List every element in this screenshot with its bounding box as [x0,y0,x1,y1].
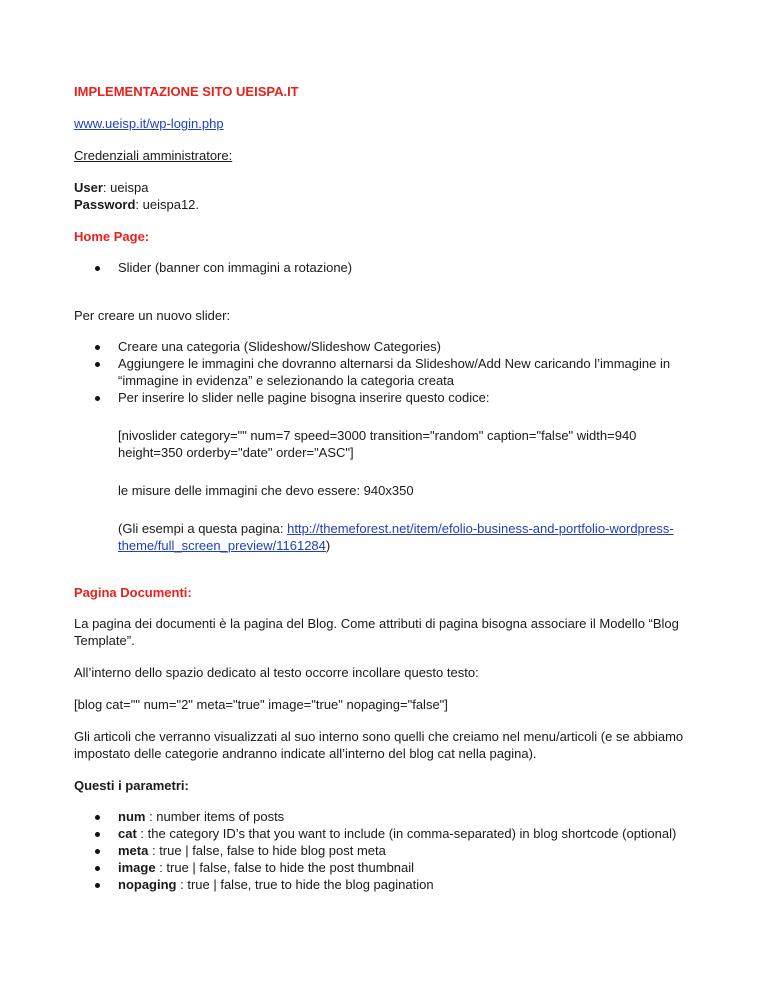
slider-code-line2: height=350 orderby="date" order="ASC"] [118,445,354,460]
password-line [74,196,199,213]
documents-para3-line2: impostato delle categorie andranno indicate all’interno del blog cat nella pagina). [74,746,537,761]
examples-line1 [118,520,674,537]
examples-suffix: ) [325,538,331,553]
bullet-icon [95,266,100,271]
slider-bullet: Slider (banner con immagini a rotazione) [118,260,353,275]
slider-intro: Per creare un nuovo slider: [74,308,231,323]
bullet-icon [95,345,100,350]
password-label: Password [74,197,136,212]
documents-para1-line1: La pagina dei documenti è la pagina del Blog. Come attributi di pagina bisogna associare il Modello “Blog [74,616,679,631]
param-name: meta [118,843,149,858]
user-label: User [74,180,103,195]
param-name: num [118,809,146,824]
documents-para2: All’interno dello spazio dedicato al testo occorre incollare questo testo: [74,665,479,680]
bullet-icon [95,849,100,854]
examples-line2 [118,537,330,554]
documents-para3-line1: Gli articoli che verranno visualizzati al suo interno sono quelli che creiamo nel menu/articoli (e se abbiamo [74,729,684,744]
slider-code-line1: [nivoslider category="" num=7 speed=3000 transition="random" caption="false" width=940 [118,428,637,443]
documents-para1-line2: Template”. [74,633,135,648]
param-item [118,808,284,825]
param-item [118,825,676,842]
param-desc: : number items of posts [145,809,285,824]
param-desc: : true | false, false to hide blog post meta [148,843,386,858]
examples-prefix: (Gli esempi a questa pagina: [118,521,288,536]
param-desc: : true | false, true to hide the blog pagination [176,877,434,892]
home-page-heading: Home Page: [74,229,150,244]
image-measures: le misure delle immagini che devo essere: 940x350 [118,483,414,498]
param-item [118,842,386,859]
param-item [118,859,414,876]
param-name: nopaging [118,877,177,892]
password-value: : ueispa12. [135,197,200,212]
login-link-text[interactable]: www.ueisp.it/wp-login.php [74,116,224,131]
step-item: Creare una categoria (Slideshow/Slideshow Categories) [118,339,442,354]
documents-heading: Pagina Documenti: [74,585,192,600]
param-name: cat [118,826,137,841]
bullet-icon [95,883,100,888]
bullet-icon [95,866,100,871]
login-link[interactable] [74,115,224,132]
user-line [74,179,148,196]
blog-shortcode: [blog cat="" num="2" meta="true" image="true" nopaging="false"] [74,697,448,712]
examples-link-continuation[interactable]: theme/full_screen_preview/1161284 [118,538,326,553]
document-title: IMPLEMENTAZIONE SITO UEISPA.IT [74,84,299,99]
param-item [118,876,434,893]
credentials-heading: Credenziali amministratore: [74,148,233,163]
params-heading: Questi i parametri: [74,778,189,793]
param-name: image [118,860,156,875]
param-desc: : true | false, false to hide the post thumbnail [155,860,415,875]
bullet-icon [95,362,100,367]
bullet-icon [95,815,100,820]
step-item: Per inserire lo slider nelle pagine bisogna inserire questo codice: [118,390,490,405]
bullet-icon [95,832,100,837]
examples-link[interactable]: http://themeforest.net/item/efolio-business-and-portfolio-wordpress- [287,521,674,536]
user-value: : ueispa [102,180,149,195]
step-item: Aggiungere le immagini che dovranno alternarsi da Slideshow/Add New caricando l’immagine in [118,356,671,371]
param-desc: : the category ID’s that you want to include (in comma-separated) in blog shortcode (optional) [136,826,677,841]
step-item-continuation: “immagine in evidenza” e selezionando la categoria creata [118,373,455,388]
bullet-icon [95,396,100,401]
